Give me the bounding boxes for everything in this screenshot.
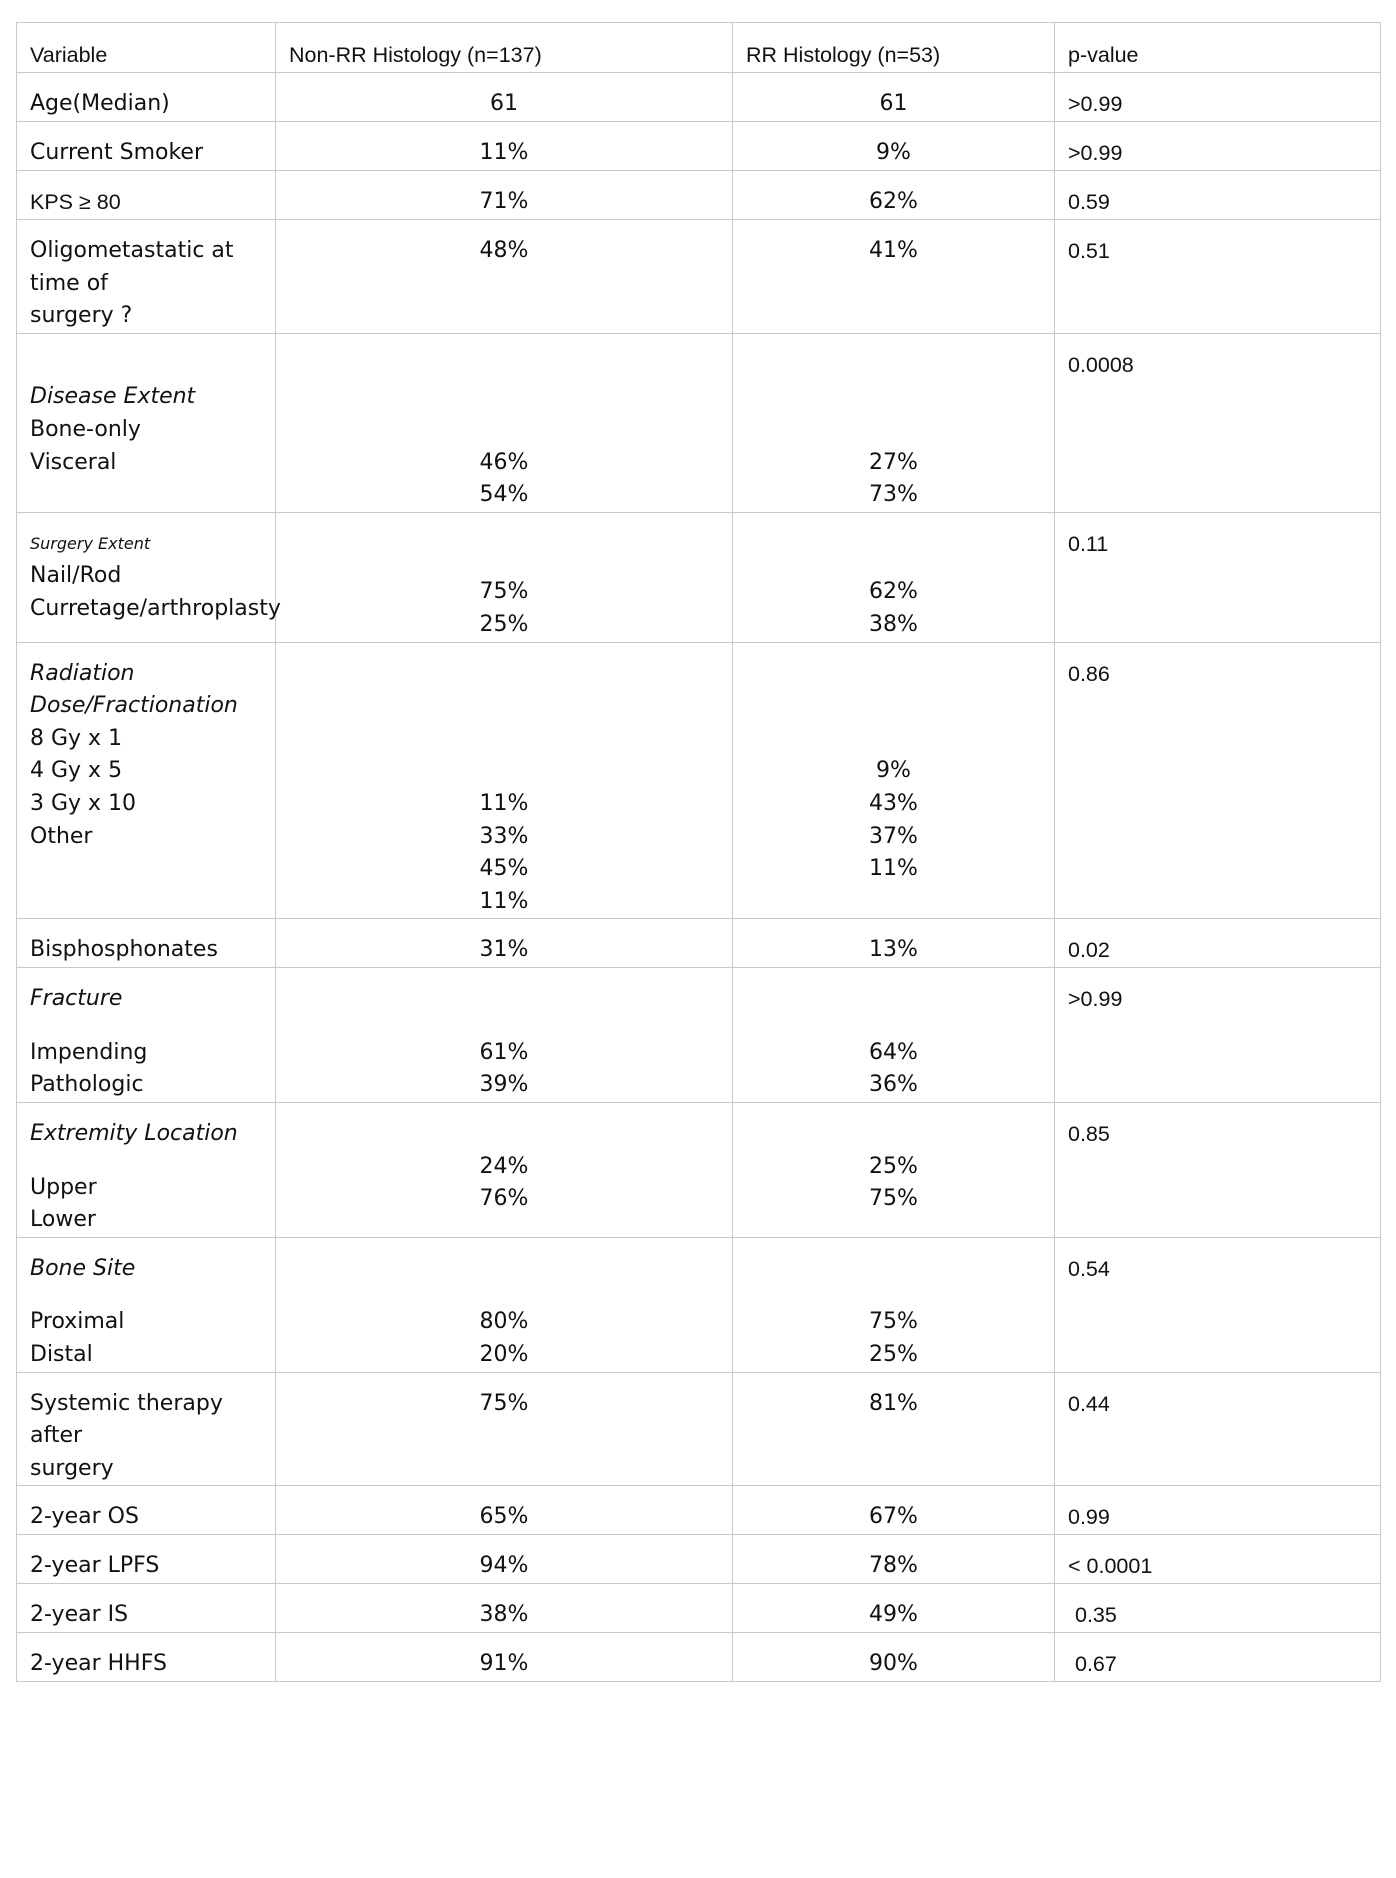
value-line: 62% xyxy=(869,579,918,605)
rr-value: 78% xyxy=(733,1535,1055,1584)
row-label: Age(Median) xyxy=(17,73,276,122)
non-rr-value xyxy=(276,1237,733,1372)
rr-value: 81% xyxy=(733,1372,1055,1486)
row-label xyxy=(17,512,281,642)
p-value: 0.54 xyxy=(1055,1237,1381,1372)
table-row-bone-site xyxy=(17,1237,1381,1372)
value-line: 45% xyxy=(479,856,529,882)
value-line: 75% xyxy=(479,579,529,605)
p-value: 0.59 xyxy=(1055,171,1381,220)
group-title: Surgery Extent xyxy=(30,533,151,553)
non-rr-value: 71% xyxy=(276,171,733,220)
group-item: Lower xyxy=(30,1207,96,1233)
rr-value xyxy=(733,512,1055,642)
row-label xyxy=(17,1372,276,1486)
rr-value: 67% xyxy=(733,1486,1055,1535)
value-line: 38% xyxy=(869,611,918,637)
row-label: 2-year OS xyxy=(17,1486,276,1535)
rr-value: 41% xyxy=(733,220,1055,334)
non-rr-value: 38% xyxy=(276,1584,733,1633)
row-label-line: surgery ? xyxy=(30,303,133,329)
value-line: 33% xyxy=(479,823,529,849)
rr-value xyxy=(733,968,1055,1103)
group-title: Dose/Fractionation xyxy=(30,693,238,719)
row-label: 2-year HHFS xyxy=(17,1633,276,1682)
group-item: 4 Gy x 5 xyxy=(30,758,123,784)
row-label: 2-year LPFS xyxy=(17,1535,276,1584)
p-value: 0.44 xyxy=(1055,1372,1381,1486)
table-row-systemic-therapy xyxy=(17,1372,1381,1486)
p-value: 0.51 xyxy=(1055,220,1381,334)
spacer xyxy=(30,1016,262,1037)
header-p-value: p-value xyxy=(1055,23,1381,73)
group-item: Bone-only xyxy=(30,416,141,442)
p-value: 0.11 xyxy=(1055,512,1381,642)
row-label: KPS ≥ 80 xyxy=(17,171,276,220)
header-rr: RR Histology (n=53) xyxy=(733,23,1055,73)
p-value: >0.99 xyxy=(1055,968,1381,1103)
rr-value: 62% xyxy=(733,171,1055,220)
value-line: 64% xyxy=(869,1039,918,1065)
row-label: Current Smoker xyxy=(17,122,276,171)
value-line: 25% xyxy=(479,611,529,637)
value-line: 11% xyxy=(479,888,529,914)
spacer xyxy=(30,1151,262,1172)
value-line: 80% xyxy=(479,1309,529,1335)
rr-value xyxy=(733,1103,1055,1238)
value-line: 9% xyxy=(876,758,911,784)
group-item: Curretage/arthroplasty xyxy=(30,595,281,621)
row-label-line: surgery xyxy=(30,1455,114,1481)
spacer xyxy=(30,349,262,382)
table-row-disease-extent xyxy=(17,333,1381,512)
value-line: 61% xyxy=(479,1039,529,1065)
group-title: Bone Site xyxy=(30,1255,136,1281)
group-item: 3 Gy x 10 xyxy=(30,790,137,816)
value-line: 76% xyxy=(479,1186,529,1212)
row-label xyxy=(17,968,276,1103)
non-rr-value: 65% xyxy=(276,1486,733,1535)
value-line: 75% xyxy=(869,1186,918,1212)
group-item: Other xyxy=(30,823,93,849)
rr-value: 13% xyxy=(733,919,1055,968)
value-line: 39% xyxy=(479,1072,529,1098)
value-line: 27% xyxy=(869,449,918,475)
cropped-caption-strip xyxy=(0,0,1396,6)
row-label-line: Oligometastatic at time of xyxy=(30,238,234,296)
table-row-2yr-lpfs xyxy=(17,1535,1381,1584)
value-line: 24% xyxy=(479,1153,529,1179)
p-value: 0.86 xyxy=(1055,642,1381,919)
row-label: 2-year IS xyxy=(17,1584,276,1633)
table-row-smoker xyxy=(17,122,1381,171)
table-row-oligometastatic xyxy=(17,220,1381,334)
p-value: 0.02 xyxy=(1055,919,1381,968)
p-value: < 0.0001 xyxy=(1055,1535,1381,1584)
rr-value: 61 xyxy=(733,73,1055,122)
row-label xyxy=(17,220,276,334)
group-title: Extremity Location xyxy=(30,1121,238,1147)
header-variable: Variable xyxy=(17,23,276,73)
non-rr-value xyxy=(276,333,733,512)
non-rr-value xyxy=(276,1103,733,1238)
non-rr-value: 94% xyxy=(276,1535,733,1584)
non-rr-value: 75% xyxy=(276,1372,733,1486)
value-line: 20% xyxy=(479,1342,529,1368)
group-item: Distal xyxy=(30,1342,93,1368)
non-rr-value xyxy=(276,968,733,1103)
non-rr-value: 91% xyxy=(276,1633,733,1682)
rr-value xyxy=(733,1237,1055,1372)
non-rr-value: 31% xyxy=(276,919,733,968)
group-item: Impending xyxy=(30,1039,148,1065)
p-value: >0.99 xyxy=(1055,122,1381,171)
table-row-2yr-os xyxy=(17,1486,1381,1535)
value-line: 36% xyxy=(869,1072,918,1098)
group-title: Fracture xyxy=(30,986,123,1012)
table-row-surgery-extent xyxy=(17,512,1381,642)
group-item: Pathologic xyxy=(30,1072,144,1098)
value-line: 25% xyxy=(869,1153,918,1179)
comparison-table xyxy=(16,22,1381,1682)
p-value: 0.0008 xyxy=(1055,333,1381,512)
spacer xyxy=(30,1285,262,1306)
value-line: 75% xyxy=(869,1309,918,1335)
group-title: Radiation xyxy=(30,660,135,686)
value-line: 25% xyxy=(869,1342,918,1368)
table-row-fracture xyxy=(17,968,1381,1103)
rr-value: 49% xyxy=(733,1584,1055,1633)
non-rr-value xyxy=(276,642,733,919)
value-line: 11% xyxy=(479,790,529,816)
non-rr-value: 11% xyxy=(276,122,733,171)
row-label-line: Systemic therapy after xyxy=(30,1390,223,1449)
non-rr-value: 61 xyxy=(276,73,733,122)
p-value: >0.99 xyxy=(1055,73,1381,122)
group-item: Nail/Rod xyxy=(30,563,122,589)
group-item: 8 Gy x 1 xyxy=(30,725,123,751)
rr-value: 90% xyxy=(733,1633,1055,1682)
row-label xyxy=(17,1237,276,1372)
rr-value xyxy=(733,642,1055,919)
value-line: 37% xyxy=(869,823,918,849)
table-row-2yr-is xyxy=(17,1584,1381,1633)
rr-value: 9% xyxy=(733,122,1055,171)
p-value: 0.99 xyxy=(1055,1486,1381,1535)
group-item: Visceral xyxy=(30,449,117,475)
table-row-age xyxy=(17,73,1381,122)
table-row-kps xyxy=(17,171,1381,220)
value-line: 11% xyxy=(869,856,918,882)
p-value: 0.67 xyxy=(1055,1633,1381,1682)
row-label xyxy=(17,333,276,512)
rr-value xyxy=(733,333,1055,512)
row-label xyxy=(17,642,276,919)
row-label xyxy=(17,1103,276,1238)
p-value: 0.85 xyxy=(1055,1103,1381,1238)
row-label: Bisphosphonates xyxy=(17,919,276,968)
header-row xyxy=(17,23,1381,73)
p-value: 0.35 xyxy=(1055,1584,1381,1633)
table-row-2yr-hhfs xyxy=(17,1633,1381,1682)
group-title: Disease Extent xyxy=(30,384,196,410)
table-row-radiation xyxy=(17,642,1381,919)
table-row-bisphosphonates xyxy=(17,919,1381,968)
non-rr-value: 48% xyxy=(276,220,733,334)
value-line: 54% xyxy=(479,482,529,508)
value-line: 73% xyxy=(869,482,918,508)
header-non-rr: Non-RR Histology (n=137) xyxy=(276,23,733,73)
value-line: 46% xyxy=(479,449,529,475)
group-item: Proximal xyxy=(30,1309,125,1335)
group-item: Upper xyxy=(30,1174,97,1200)
value-line: 43% xyxy=(869,790,918,816)
table-row-extremity-location xyxy=(17,1103,1381,1238)
non-rr-value xyxy=(276,512,733,642)
